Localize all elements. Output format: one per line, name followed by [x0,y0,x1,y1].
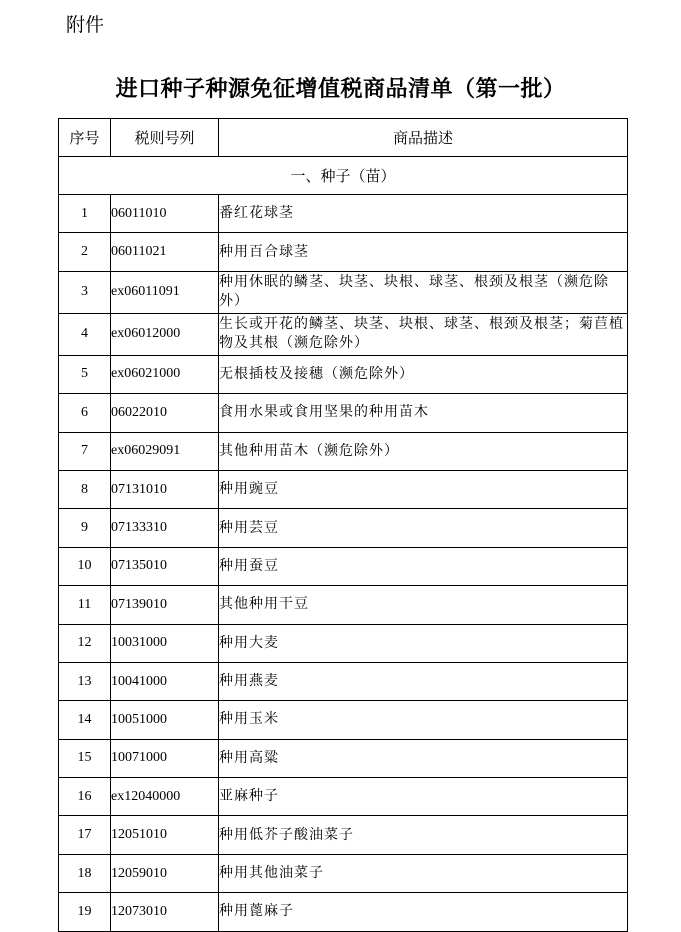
section-row [59,157,628,195]
cell-tariff-code: 12059010 [111,854,219,892]
table-row [59,662,628,700]
cell-tariff-code: 07131010 [111,470,219,508]
cell-serial-number: 10 [59,547,111,585]
cell-serial-number: 19 [59,893,111,931]
cell-description: 种用大麦 [219,624,628,662]
cell-serial-number: 11 [59,586,111,624]
cell-serial-number: 5 [59,355,111,393]
cell-tariff-code: ex06012000 [111,313,219,355]
cell-serial-number: 18 [59,854,111,892]
table-header-row [59,119,628,157]
cell-tariff-code: 07139010 [111,586,219,624]
table-row [59,586,628,624]
table-row [59,432,628,470]
table-row [59,547,628,585]
cell-description: 种用低芥子酸油菜子 [219,816,628,854]
header-description: 商品描述 [219,119,628,157]
table-row [59,195,628,233]
header-tariff-code: 税则号列 [111,119,219,157]
cell-serial-number: 17 [59,816,111,854]
table-row [59,394,628,432]
cell-description: 其他种用干豆 [219,586,628,624]
table-row [59,355,628,393]
table-row [59,233,628,271]
cell-tariff-code: 06011021 [111,233,219,271]
cell-description: 种用休眠的鳞茎、块茎、块根、球茎、根颈及根茎（濒危除外） [219,271,628,313]
cell-serial-number: 3 [59,271,111,313]
cell-serial-number: 2 [59,233,111,271]
cell-tariff-code: 10031000 [111,624,219,662]
cell-serial-number: 16 [59,778,111,816]
document-title: 进口种子种源免征增值税商品清单（第一批） [115,77,566,102]
table-row [59,701,628,739]
cell-tariff-code: 10071000 [111,739,219,777]
cell-serial-number: 9 [59,509,111,547]
cell-description: 食用水果或食用坚果的种用苗木 [219,394,628,432]
table-row [59,313,628,355]
table-row [59,778,628,816]
cell-serial-number: 12 [59,624,111,662]
cell-tariff-code: ex06021000 [111,355,219,393]
commodity-table [58,118,628,932]
table-row [59,893,628,931]
cell-tariff-code: 06011010 [111,195,219,233]
section-title: 一、种子（苗） [59,157,628,195]
cell-serial-number: 7 [59,432,111,470]
header-serial-number: 序号 [59,119,111,157]
table-row [59,470,628,508]
cell-tariff-code: 10051000 [111,701,219,739]
cell-description: 种用豌豆 [219,470,628,508]
cell-description: 种用百合球茎 [219,233,628,271]
cell-tariff-code: ex06029091 [111,432,219,470]
cell-serial-number: 1 [59,195,111,233]
cell-tariff-code: 07133310 [111,509,219,547]
cell-description: 种用玉米 [219,701,628,739]
cell-serial-number: 6 [59,394,111,432]
cell-description: 番红花球茎 [219,195,628,233]
cell-tariff-code: 12073010 [111,893,219,931]
cell-description: 种用其他油菜子 [219,854,628,892]
cell-serial-number: 13 [59,662,111,700]
cell-description: 无根插枝及接穗（濒危除外） [219,355,628,393]
cell-tariff-code: ex06011091 [111,271,219,313]
cell-serial-number: 15 [59,739,111,777]
cell-tariff-code: 07135010 [111,547,219,585]
cell-description: 亚麻种子 [219,778,628,816]
table-row [59,816,628,854]
cell-description: 其他种用苗木（濒危除外） [219,432,628,470]
cell-tariff-code: ex12040000 [111,778,219,816]
cell-tariff-code: 10041000 [111,662,219,700]
cell-description: 种用燕麦 [219,662,628,700]
cell-description: 种用蓖麻子 [219,893,628,931]
cell-tariff-code: 06022010 [111,394,219,432]
attachment-label: 附件 [66,14,105,36]
cell-description: 种用高粱 [219,739,628,777]
table-row [59,271,628,313]
cell-description: 生长或开花的鳞茎、块茎、块根、球茎、根颈及根茎；菊苣植物及其根（濒危除外） [219,313,628,355]
table-row [59,854,628,892]
cell-description: 种用芸豆 [219,509,628,547]
cell-serial-number: 14 [59,701,111,739]
cell-tariff-code: 12051010 [111,816,219,854]
cell-serial-number: 4 [59,313,111,355]
cell-serial-number: 8 [59,470,111,508]
cell-description: 种用蚕豆 [219,547,628,585]
table-row [59,624,628,662]
table-row [59,739,628,777]
table-row [59,509,628,547]
